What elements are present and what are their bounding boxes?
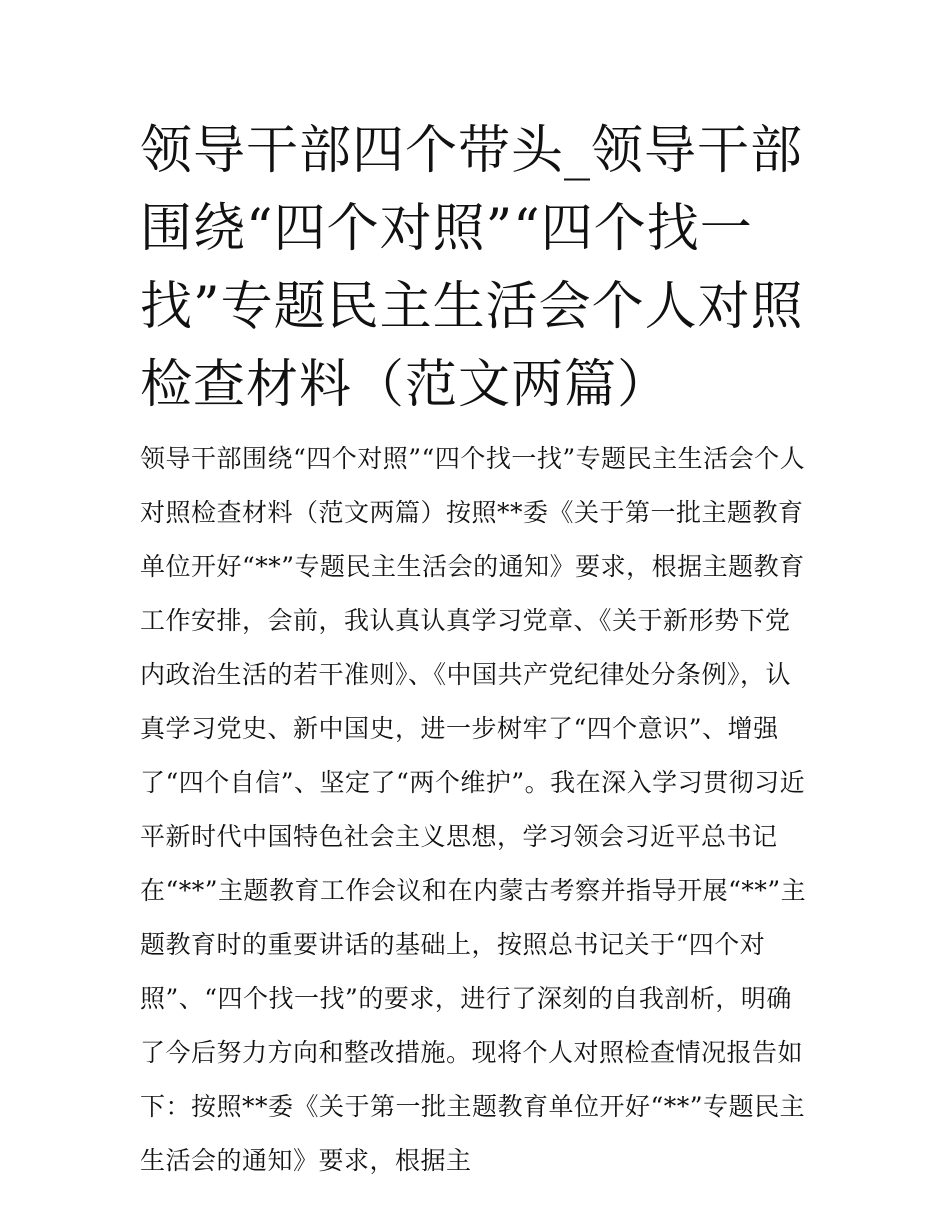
- document-title: 领导干部四个带头_领导干部围绕“四个对照”“四个找一找”专题民主生活会个人对照检查材料（范文两篇）: [140, 121, 804, 415]
- document-body-paragraph: 领导干部围绕“四个对照”“四个找一找”专题民主生活会个人对照检查材料（范文两篇）按照**委《关于第一批主题教育单位开好“**”专题民主生活会的通知》要求，根据主题教育工作安排，会前，我认真认真学习党章、《关于新形势下党内政治生活的若干准则》、《中国共产党纪律处分条例》，认真学习党史、新中国史，进一步树牢了“四个意识”、增强了“四个自信”、坚定了“两个维护”。我在深入学习贯彻习近平新时代中国特色社会主义思想，学习领会习近平总书记在“**”主题教育工作会议和在内蒙古考察并指导开展“**”主题教育时的重要讲话的基础上，按照总书记关于“四个对照”、“四个找一找”的要求，进行了深刻的自我剖析，明确了今后努力方向和整改措施。现将个人对照检查情况报告如下：按照**委《关于第一批主题教育单位开好“**”专题民主生活会的通知》要求，根据主: [140, 444, 807, 1175]
